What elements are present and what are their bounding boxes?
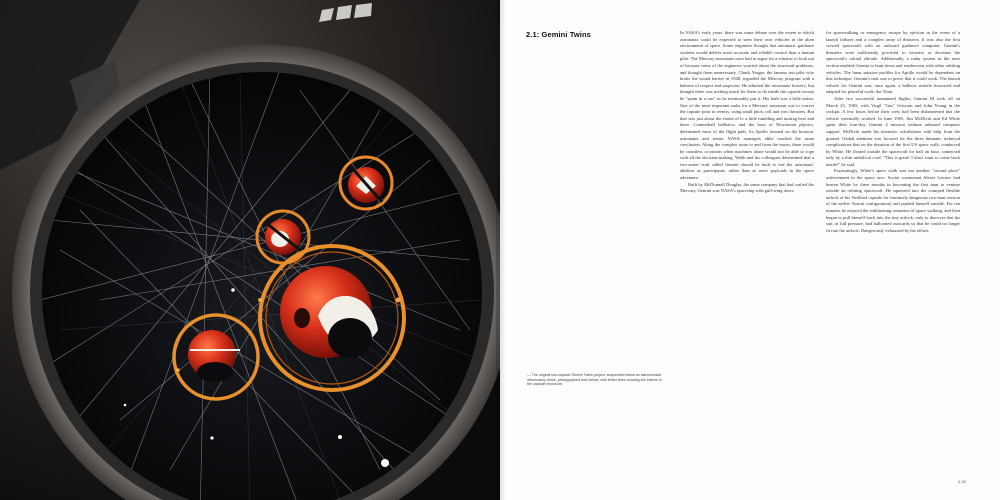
body-paragraph: for spacewalking or emergency escape by ejection in the event of a launch failure) and a complex array of thrusters. It was also the first crewed spacecraft with an onboard guidance computer. Gemini's thrusters were sufficiently powerful to increase or decrease the spacecraft's orbital altitude. Additionally, a radar system in the nose section enabled Gemini to hunt down and rendezvous with other orbiting vehicles. The lunar mission profiles for Apollo would be dependent on this technique. Gemini's task was to prove that it could work. The launch vehicle for Gemini was, once again, a ballistic missile borrowed and adapted for peaceful work: the Titan.	[826, 30, 960, 95]
body-column-left	[680, 30, 814, 470]
book-gutter	[496, 0, 506, 500]
section-heading: 2.1: Gemini Twins	[526, 30, 591, 39]
photo-caption: — The original two-capsule Gemini Twins project, suspended below an astronomical observatory dome, photographed from below, with tether lines crossing the interior of the capsule enclosure.	[527, 373, 662, 387]
body-paragraph: Frustratingly, White's space walk was not another "second place" achievement in the space race. Soviet cosmonaut Alexei Leonov had beaten White by three months in becoming the first man to venture outside an orbiting spacecraft. He squeezed into the cramped flexible airlock of his Voskhod capsule for extremely dangerous two-man version of the earlier Vostok configuration) and pushed himself outside. For ten minutes he enjoyed the exhilarating sensation of space walking, and then began to pull himself back into the tiny airlock, only to discover that his suit, at full pressure, had ballooned outwards so that he could no longer fit into the airlock. Dangerously exhausted by his efforts	[826, 168, 960, 233]
body-paragraph: In NASA's early years, there was some debate over the extent to which astronauts could be expected to steer their own vehicles in the alien environment of space. Some engineers thought that automatic guidance systems would deliver more accurate and reliable control than a human pilot. The Mercury astronauts once had to argue for a window to look out of because some of the engineers worried about the structural problems, and thought them unnecessary. Chuck Yeager, the famous test pilot who broke the sound barrier in 1948, regarded the Mercury program with a balance of respect and suspicion. He admired the astronauts' bravery, but thought there was nothing much for them to do inside the capsule except be "spam in a can" as he memorably put it. His barb was a little unfair. One of the most important tasks for a Mercury astronaut was to correct the capsule prior to reentry, using small pitch, roll and yaw thrusters. But that was just about the extent of it: a little tumbling and turning here and there. Counterball ballistics, and the laws of Newtonian physics, determined most of the flight path. As Apollo loomed on the horizon, astronauts and senior NASA managers alike reached the same conclusion. Along the complex route to and from the moon, there would be countless occasions when machines alone would not be able to cope with all the decision-making. Webb and his colleagues determined that a two-seater craft called Gemini should be built to test the astronauts' abilities as participants, rather than as mere payloads in the space adventure.	[680, 30, 814, 181]
body-column-right	[826, 30, 960, 470]
body-paragraph: After two successful unmanned flights, Gemini III took off on March 23, 1965, with Virgil "Gus" Grissom and John Young in the cockpit. A few hours before their crew had been disheartened that the vehicle externally worked. In June 1965, Jim McDivitt and Ed White spent their four-day Gemini 4 mission without onboard computer support. McDivitt made his intensive calculations with help from the ground. Global attention was focused for the three dramatic technical complications that on the duration of the first US space walk, conducted by White. He floated outside the spacecraft for half an hour, connected only by a thin umbilical cord. "This is great! I don't want to come back inside!" he said.	[826, 95, 960, 167]
body-paragraph: Built by McDonnell Douglas, the same company that had crafted the Mercury, Gemini was NASA's spaceship with gull-wing doors	[680, 181, 814, 194]
page-number: 4.15	[958, 479, 966, 484]
